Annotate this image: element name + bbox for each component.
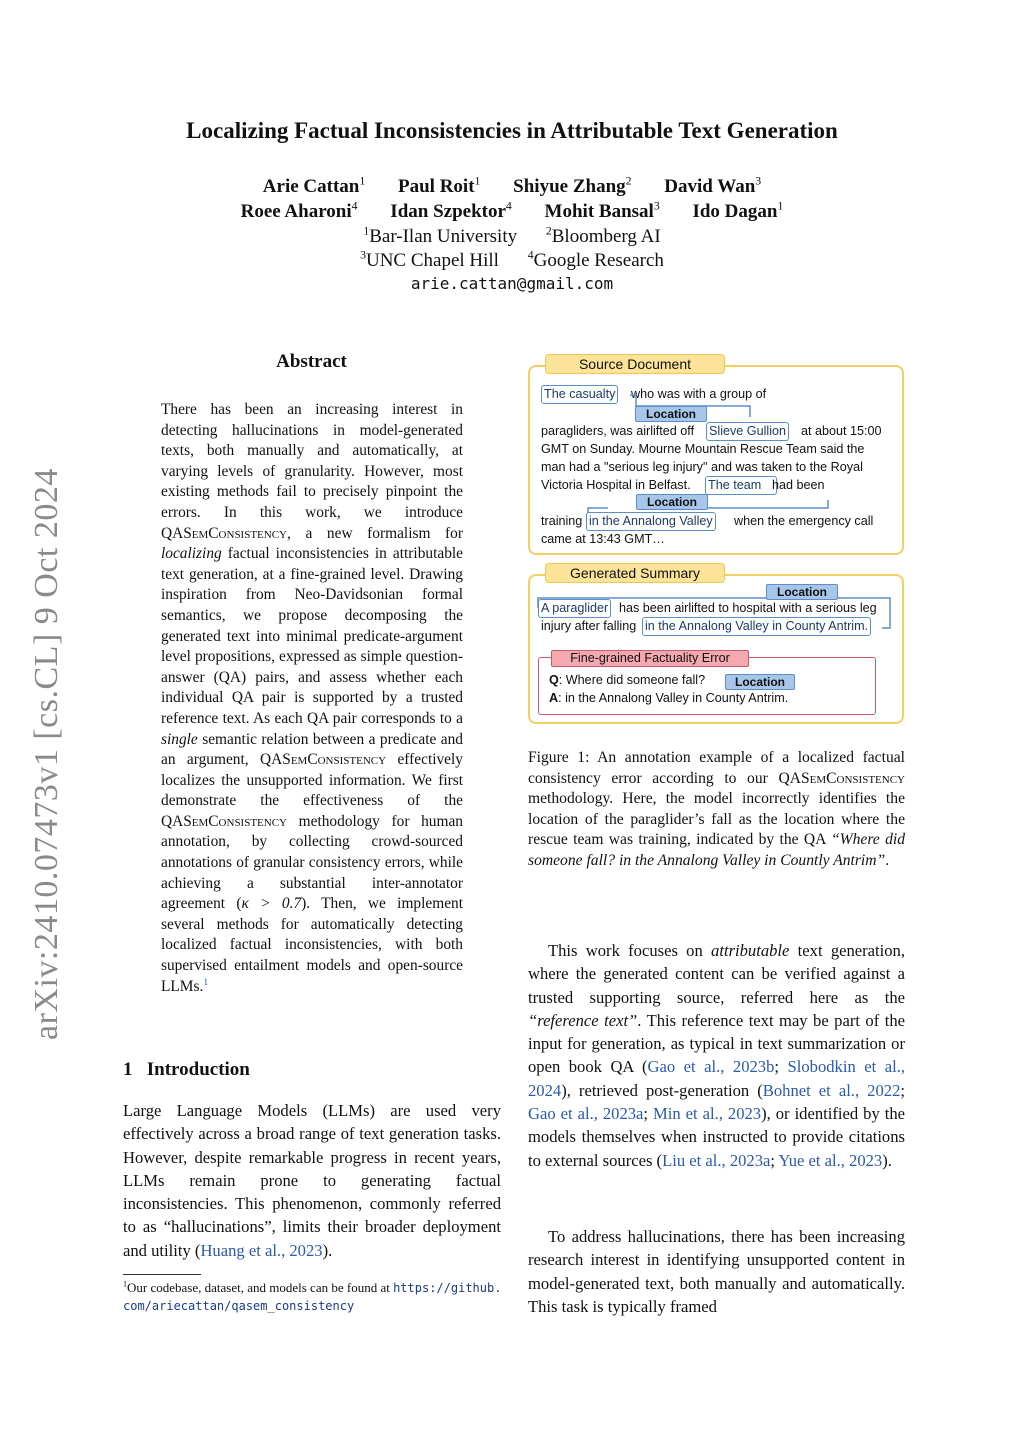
author: Idan Szpektor$^4$: [390, 199, 512, 222]
source-text-line: had been: [772, 478, 825, 492]
highlight-annalong-valley-summary: in the Annalong Valley in County Antrim.: [642, 617, 871, 636]
intro-paragraph: Large Language Models (LLMs) are used very effectively across a broad range of text generation tasks. However, despite remarkable progress in recent years, LLMs remain prone to generating factual inconsistencies. This phenomenon, commonly referred to as “hallucinations”, limits their broader deployment and utility (Huang et al., 2023).: [123, 1101, 501, 1260]
author: Arie Cattan$^1$: [262, 174, 366, 197]
citation-link[interactable]: Yue et al., 2023: [778, 1150, 883, 1170]
author: Ido Dagan$^1$: [692, 199, 784, 222]
footnote: $^1$Our codebase, dataset, and models can be found at https://github.com/ariecattan/qasem_consistency: [123, 1279, 502, 1313]
author: Paul Roit$^1$: [398, 174, 481, 197]
abstract-heading: Abstract: [276, 351, 347, 372]
author-email[interactable]: arie.cattan@gmail.com: [410, 274, 614, 293]
summary-text-line: has been airlifted to hospital with a serious leg: [619, 601, 877, 615]
authors-row-2: [0, 201, 1024, 223]
section-heading-introduction: 1 Introduction: [123, 1059, 250, 1080]
abstract-text: There has been an increasing interest in detecting hallucinations in model-generated texts, both manually and automatically, at varying levels of granularity. However, most existing methods fail to precisely pinpoint the errors. In this work, we introduce QASemConsistency, a new formalism for localizing factual inconsistencies in attributable text generation, at a fine-grained level. Drawing inspiration from Neo-Davidsonian formal semantics, we propose decomposing the generated text into minimal predicate-argument level propositions, expressed as simple question-answer (QA) pairs, and assess whether each individual QA pair is supported by a trusted reference text. As each QA pair corresponds to a single semantic relation between a predicate and an argument, QASemConsistency effectively localizes the unsupported information. We first demonstrate the effectiveness of the QASemConsistency methodology for human annotation, by collecting crowd-sourced annotations of granular consistency errors, while achieving a substantial inter-annotator agreement (κ > 0.7). Then, we implement several methods for automatically detecting localized factual inconsistencies, with both supervised entailment models and open-source LLMs.$^1$: [161, 401, 464, 995]
generated-summary-tab: Generated Summary: [545, 563, 725, 583]
author: David Wan$^3$: [664, 174, 762, 197]
affiliation: $^2$Bloomberg AI: [545, 224, 661, 247]
location-label: Location: [766, 584, 838, 600]
figure-1-caption: Figure 1: An annotation example of a localized factual consistency error according to our QASemConsistency methodology. Here, the model incorrectly identifies the location of the paraglider’s fall as the location where the rescue team was training, indicated by the QA “Where did someone fall? in the Annalong Valley in Countly Antrim”.: [528, 749, 905, 869]
arxiv-side-label: arXiv:2410.07473v1 [cs.CL] 9 Oct 2024: [28, 468, 65, 1040]
footnote-rule: [123, 1274, 201, 1275]
highlight-paraglider: A paraglider: [538, 599, 611, 618]
author: Mohit Bansal$^3$: [544, 199, 660, 222]
location-label: Location: [725, 674, 795, 690]
citation-link[interactable]: Bohnet et al., 2022: [762, 1080, 901, 1100]
source-text-line: came at 13:43 GMT…: [541, 532, 665, 546]
highlight-the-team: The team: [705, 476, 777, 495]
affiliation: $^4$Google Research: [527, 248, 664, 271]
right-paragraph-1: This work focuses on attributable text generation, where the generated content can be verified against a trusted supporting source, referred here as the “reference text”. This reference text may be part of the input for generation, as typical in text summarization or open book QA (Gao et al., 2023b; Slobodkin et al., 2024), retrieved post-generation (Bohnet et al., 2022; Gao et al., 2023a; Min et al., 2023), or identified by the models themselves when instructed to provide citations to external sources (Liu et al., 2023a; Yue et al., 2023).: [528, 941, 906, 1170]
affiliations-row-2: [0, 250, 1024, 272]
location-label: Location: [635, 406, 707, 422]
source-text-line: at about 15:00: [801, 424, 882, 438]
paper-title: Localizing Factual Inconsistencies in Attributable Text Generation: [186, 118, 838, 143]
footnote-ref[interactable]: 1: [203, 976, 209, 988]
citation-link[interactable]: Gao et al., 2023a: [528, 1104, 644, 1124]
highlight-annalong-valley-source: in the Annalong Valley: [586, 512, 716, 531]
authors-row-1: [0, 176, 1024, 198]
source-text-line: when the emergency call: [734, 514, 874, 528]
source-text-line: Victoria Hospital in Belfast.: [541, 478, 691, 492]
affiliations-row-1: [0, 226, 1024, 248]
citation-link[interactable]: Slobodkin et al., 2024: [528, 1057, 906, 1100]
citation-link[interactable]: Huang et al., 2023: [200, 1240, 323, 1260]
author: Shiyue Zhang$^2$: [513, 174, 632, 197]
factuality-error-tab: Fine-grained Factuality Error: [551, 650, 749, 667]
source-text-line: who was with a group of: [631, 387, 767, 401]
figure-1: [528, 350, 906, 730]
location-label: Location: [636, 494, 708, 510]
citation-link[interactable]: Liu et al., 2023a: [662, 1150, 771, 1170]
source-text-line: training: [541, 514, 583, 528]
source-text-line: man had a "serious leg injury" and was taken to the Royal: [541, 460, 863, 474]
affiliation: $^3$UNC Chapel Hill: [360, 248, 499, 271]
right-paragraph-2: To address hallucinations, there has been increasing research interest in identifying unsupported content in model-generated text, both manually and automatically. This task is typically framed: [528, 1227, 905, 1316]
error-question: Q: Where did someone fall?: [549, 673, 706, 687]
highlight-casualty: The casualty: [541, 385, 618, 404]
connector-line: [705, 500, 828, 508]
author: Roee Aharoni$^4$: [240, 199, 358, 222]
error-answer: A: in the Annalong Valley in County Antrim.: [549, 691, 789, 705]
citation-link[interactable]: Min et al., 2023: [653, 1104, 762, 1124]
affiliation: $^1$Bar-Ilan University: [363, 224, 518, 247]
source-text-line: GMT on Sunday. Mourne Mountain Rescue Team said the: [541, 442, 865, 456]
citation-link[interactable]: Gao et al., 2023b: [647, 1057, 775, 1077]
summary-text-line: injury after falling: [541, 619, 637, 633]
source-text-line: paragliders, was airlifted off: [541, 424, 695, 438]
footnote-url-link[interactable]: https://github.com/ariecattan/qasem_consistency: [123, 1281, 502, 1313]
source-document-tab: Source Document: [545, 354, 725, 374]
highlight-slieve-gullion: Slieve Gullion: [706, 422, 789, 441]
